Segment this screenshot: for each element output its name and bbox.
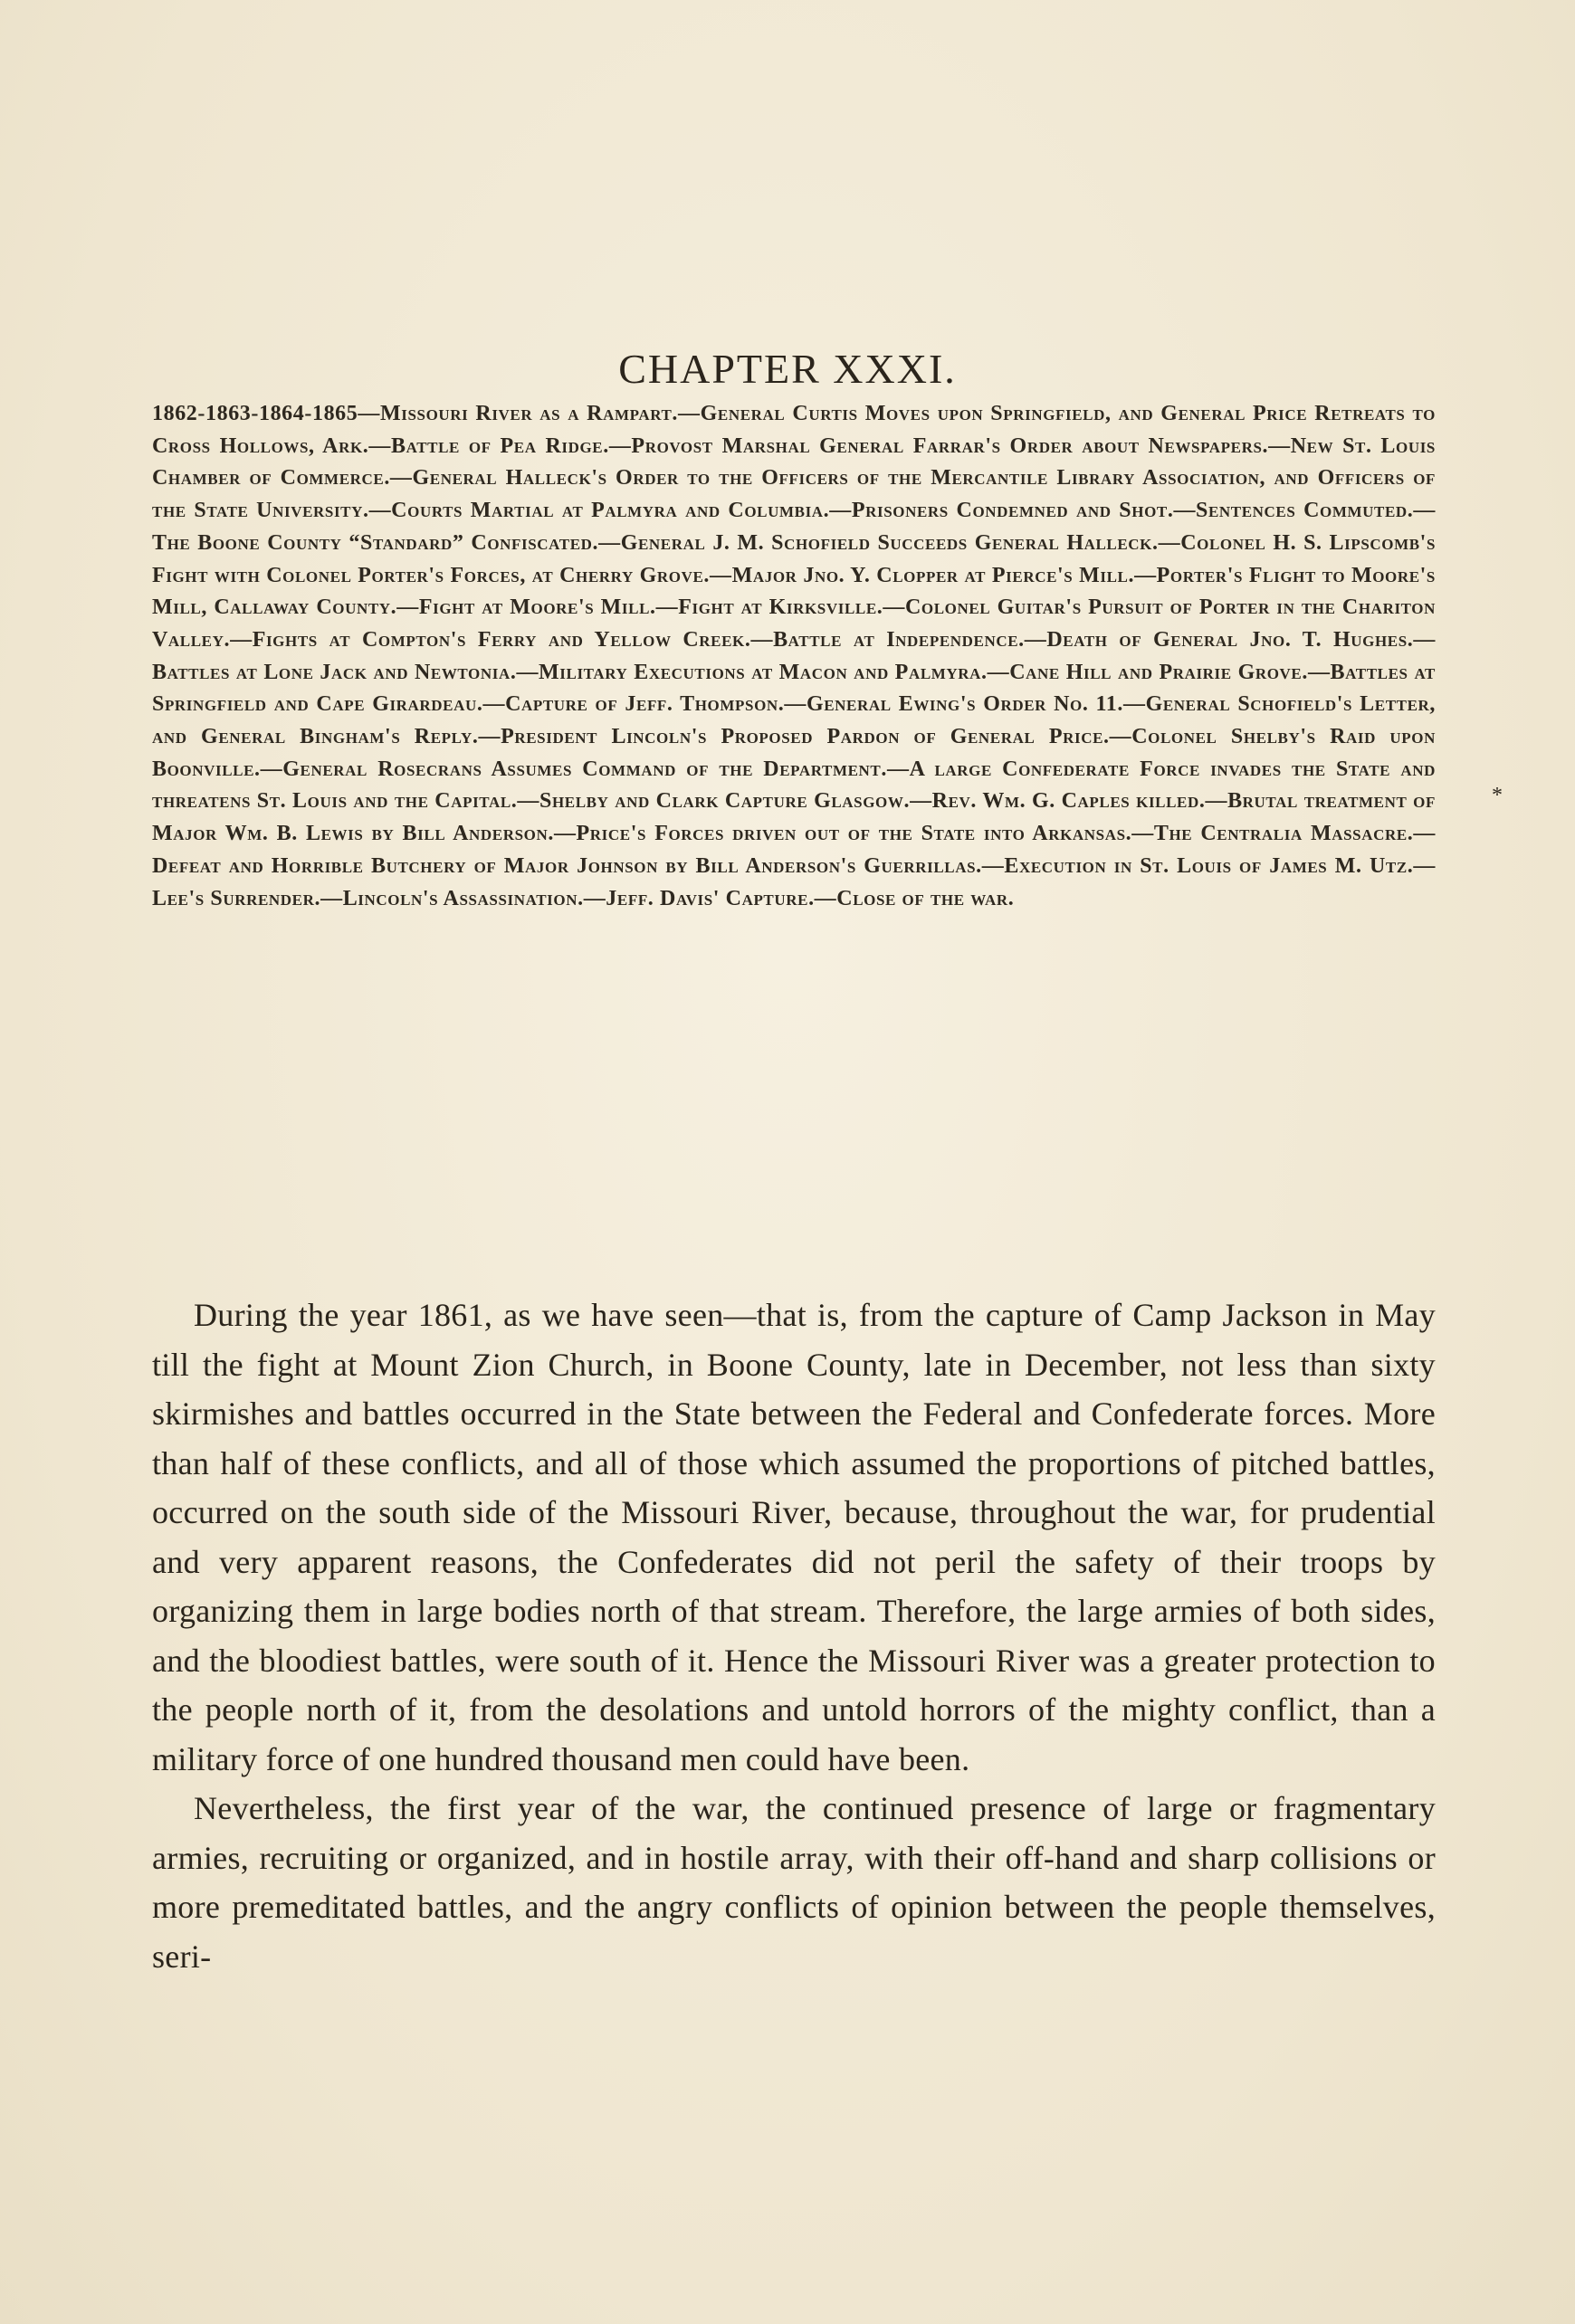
paragraph-1: During the year 1861, as we have seen—that is, from the capture of Camp Jackson in May till the fight at Mount Zion Church, in Boone County, late in December, not less than sixty skirmishes and battles occurred in the State between the Federal and Confederate forces. More than half of these conflicts, and all of those which assumed the proportions of pitched battles, occurred on the south side of the Missouri River, because, throughout the war, for prudential and very apparent reasons, the Confederates did not peril the safety of their troops by organizing them in large bodies north of that stream. Therefore, the large armies of both sides, and the bloodiest battles, were south of it. Hence the Missouri River was a greater protection to the people north of it, from the desolations and untold horrors of the mighty conflict, than a military force of one hundred thousand men could have been. xyxy=(152,1297,1436,1777)
body-text xyxy=(152,1291,1436,1981)
chapter-synopsis xyxy=(152,398,1436,915)
paragraph-2: Nevertheless, the first year of the war, the continued presence of large or fragmentary armies, recruiting or organized, and in hostile array, with their off-hand and sharp collisions or more premeditated battles, and the angry conflicts of opinion between the people themselves, seri- xyxy=(152,1790,1436,1975)
chapter-title: CHAPTER XXXI. xyxy=(618,345,957,392)
margin-asterisk: * xyxy=(1492,784,1503,807)
synopsis-text: —Missouri River as a Rampart.—General Curtis Moves upon Springfield, and General Price Retreats to Cross Hollows, Ark.—Battle of Pea Ridge.—Provost Marshal General Farrar's Order about Newspapers.—New St. Louis Chamber of Commerce.—General Halleck's Order to the Officers of the Mercantile Library Association, and Officers of the State University.—Courts Martial at Palmyra and Columbia.—Prisoners Condemned and Shot.—Sentences Commuted.—The Boone County “Standard” Confiscated.—General J. M. Schofield Succeeds General Halleck.—Colonel H. S. Lipscomb's Fight with Colonel Porter's Forces, at Cherry Grove.—Major Jno. Y. Clopper at Pierce's Mill.—Porter's Flight to Moore's Mill, Callaway County.—Fight at Moore's Mill.—Fight at Kirksville.—Colonel Guitar's Pursuit of Porter in the Chariton Valley.—Fights at Compton's Ferry and Yellow Creek.—Battle at Independence.—Death of General Jno. T. Hughes.—Battles at Lone Jack and Newtonia.—Military Executions at Macon and Palmyra.—Cane Hill and Prairie Grove.—Battles at Springfield and Cape Girardeau.—Capture of Jeff. Thompson.—General Ewing's Order No. 11.—General Schofield's Letter, and General Bingham's Reply.—President Lincoln's Proposed Pardon of General Price.—Colonel Shelby's Raid upon Boonville.—General Rosecrans Assumes Command of the Department.—A large Confederate Force invades the State and threatens St. Louis and the Capital.—Shelby and Clark Capture Glasgow.—Rev. Wm. G. Caples killed.—Brutal treatment of Major Wm. B. Lewis by Bill Anderson.—Price's Forces driven out of the State into Arkansas.—The Centralia Massacre.—Defeat and Horrible Butchery of Major Johnson by Bill Anderson's Guerrillas.—Execution in St. Louis of James M. Utz.—Lee's Surrender.—Lincoln's Assassination.—Jeff. Davis' Capture.—Close of the war. xyxy=(152,402,1436,910)
synopsis-years: 1862-1863-1864-1865 xyxy=(152,402,358,425)
